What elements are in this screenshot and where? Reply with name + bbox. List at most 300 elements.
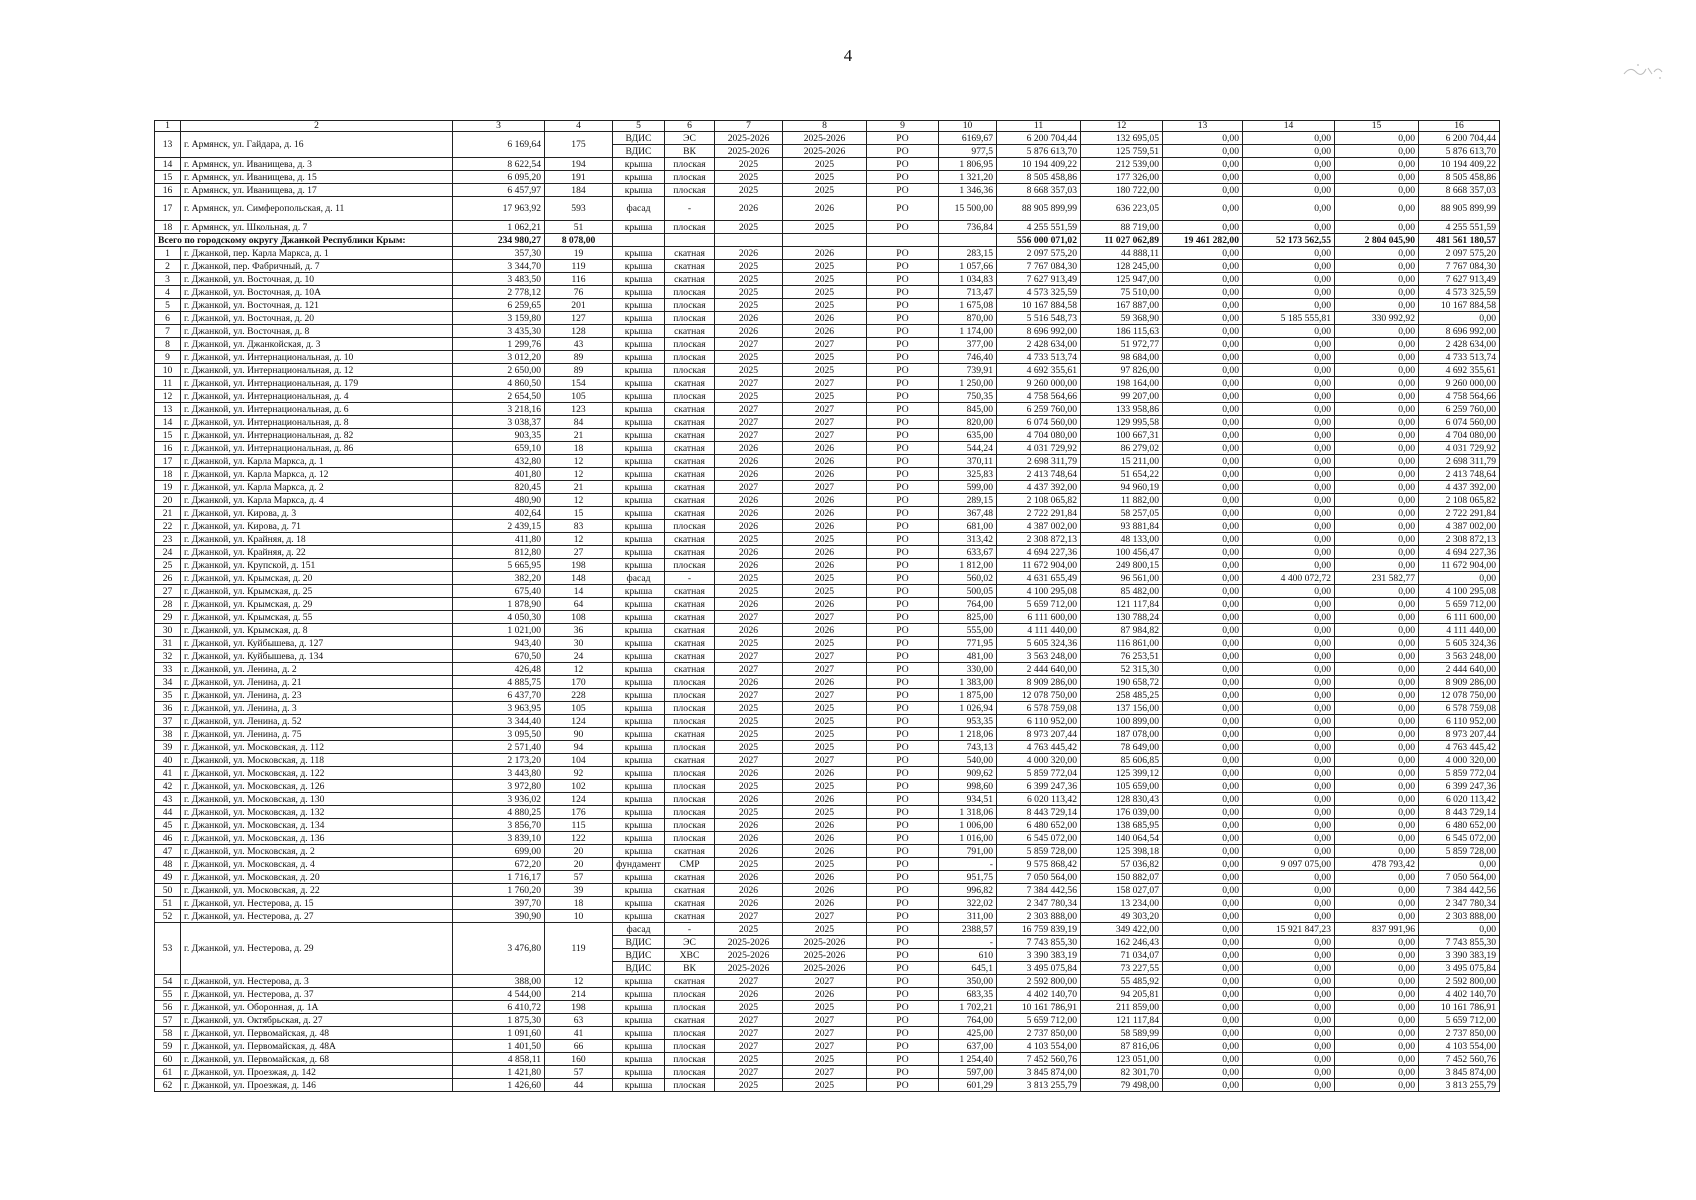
local-budget-cell: 0,00 [1335, 273, 1419, 286]
residents-cell: 115 [545, 819, 613, 832]
address-cell: г. Джанкой, ул. Карла Маркса, д. 4 [181, 494, 453, 507]
element-type-cell: плоская [665, 689, 715, 702]
execution-period-cell: 2025-2026 [783, 145, 867, 158]
element-type-cell: плоская [665, 312, 715, 325]
owner-funds-cell: 7 452 560,76 [1419, 1053, 1500, 1066]
residents-cell: 19 [545, 247, 613, 260]
total-cost-cell: 6 259 760,00 [997, 403, 1081, 416]
work-type-cell: крыша [613, 520, 665, 533]
total-label: Всего по городскому округу Джанкой Республики Крым: [155, 234, 453, 247]
work-type-cell: крыша [613, 299, 665, 312]
fund-budget-cell: 0,00 [1163, 962, 1243, 975]
area-cell: 764,00 [939, 598, 997, 611]
total-area-cell: 903,35 [453, 429, 545, 442]
residents-cell: 21 [545, 429, 613, 442]
table-row [155, 897, 1500, 910]
execution-period-cell: 2026 [783, 871, 867, 884]
owner-funds-cell: 5 605 324,36 [1419, 637, 1500, 650]
plan-period-cell: 2026 [715, 507, 783, 520]
customer-cell: РО [867, 494, 939, 507]
area-cell: 2388,57 [939, 923, 997, 936]
row-number: 29 [155, 611, 181, 624]
total-cost-cell: 6 074 560,00 [997, 416, 1081, 429]
element-type-cell: скатная [665, 637, 715, 650]
design-cost-cell: 167 887,00 [1081, 299, 1163, 312]
row-number: 30 [155, 624, 181, 637]
element-type-cell: скатная [665, 897, 715, 910]
customer-cell: РО [867, 184, 939, 197]
total-area-cell: 480,90 [453, 494, 545, 507]
element-type-cell: скатная [665, 975, 715, 988]
row-number: 2 [155, 260, 181, 273]
element-type-cell: скатная [665, 494, 715, 507]
fund-budget-cell: 0,00 [1163, 338, 1243, 351]
total-area-cell: 1 062,21 [453, 221, 545, 234]
row-number: 13 [155, 403, 181, 416]
republic-budget-cell: 0,00 [1243, 377, 1335, 390]
row-number: 4 [155, 286, 181, 299]
address-cell: г. Джанкой, ул. Московская, д. 22 [181, 884, 453, 897]
column-number: 5 [613, 121, 665, 132]
element-type-cell: скатная [665, 260, 715, 273]
row-number: 62 [155, 1079, 181, 1092]
work-type-cell: крыша [613, 171, 665, 184]
owner-funds-cell: 4 000 320,00 [1419, 754, 1500, 767]
republic-budget-cell: 0,00 [1243, 455, 1335, 468]
element-type-cell: плоская [665, 988, 715, 1001]
work-type-cell: крыша [613, 260, 665, 273]
fund-budget-cell: 0,00 [1163, 1053, 1243, 1066]
execution-period-cell: 2025 [783, 299, 867, 312]
customer-cell: РО [867, 754, 939, 767]
total-area-cell: 3 839,10 [453, 832, 545, 845]
residents-cell: 63 [545, 1014, 613, 1027]
residents-cell: 175 [545, 132, 613, 158]
element-type-cell: плоская [665, 171, 715, 184]
work-type-cell: крыша [613, 767, 665, 780]
local-budget-cell: 0,00 [1335, 624, 1419, 637]
residents-cell: 148 [545, 572, 613, 585]
residents-cell: 12 [545, 975, 613, 988]
work-type-cell: крыша [613, 741, 665, 754]
local-budget-cell: 0,00 [1335, 1053, 1419, 1066]
owner-funds-cell: 8 505 458,86 [1419, 171, 1500, 184]
total-cost-cell: 6 399 247,36 [997, 780, 1081, 793]
total-cost-cell: 4 103 554,00 [997, 1040, 1081, 1053]
total-cost-cell: 4 100 295,08 [997, 585, 1081, 598]
plan-period-cell: 2025 [715, 572, 783, 585]
element-type-cell: плоская [665, 299, 715, 312]
design-cost-cell: 100 667,31 [1081, 429, 1163, 442]
execution-period-cell: 2025 [783, 637, 867, 650]
fund-budget-cell: 0,00 [1163, 494, 1243, 507]
fund-budget-cell: 0,00 [1163, 1079, 1243, 1092]
plan-period-cell: 2027 [715, 975, 783, 988]
republic-budget-cell: 0,00 [1243, 1079, 1335, 1092]
design-cost-cell: 125 399,12 [1081, 767, 1163, 780]
element-type-cell: - [665, 923, 715, 936]
work-type-cell: крыша [613, 793, 665, 806]
element-type-cell: - [665, 197, 715, 221]
area-cell: 597,00 [939, 1066, 997, 1079]
area-cell: 1 318,06 [939, 806, 997, 819]
work-type-cell: крыша [613, 585, 665, 598]
owner-funds-cell: 11 672 904,00 [1419, 559, 1500, 572]
residents-cell: 57 [545, 871, 613, 884]
local-budget-cell: 0,00 [1335, 962, 1419, 975]
work-type-cell: крыша [613, 416, 665, 429]
customer-cell: РО [867, 949, 939, 962]
row-number: 22 [155, 520, 181, 533]
owner-funds-cell: 2 592 800,00 [1419, 975, 1500, 988]
total-area-cell: 6 259,65 [453, 299, 545, 312]
customer-cell: РО [867, 364, 939, 377]
fund-budget-cell: 0,00 [1163, 858, 1243, 871]
plan-period-cell: 2027 [715, 663, 783, 676]
execution-period-cell: 2027 [783, 481, 867, 494]
design-cost-cell: 180 722,00 [1081, 184, 1163, 197]
work-type-cell: крыша [613, 988, 665, 1001]
residents-cell: 104 [545, 754, 613, 767]
area-cell: 998,60 [939, 780, 997, 793]
row-number: 60 [155, 1053, 181, 1066]
plan-period-cell: 2025 [715, 1079, 783, 1092]
design-cost-cell: 51 972,77 [1081, 338, 1163, 351]
design-cost-cell: 190 658,72 [1081, 676, 1163, 689]
customer-cell: РО [867, 741, 939, 754]
work-type-cell: крыша [613, 533, 665, 546]
owner-funds-cell: 6 259 760,00 [1419, 403, 1500, 416]
residents-cell: 214 [545, 988, 613, 1001]
fund-budget-cell: 0,00 [1163, 845, 1243, 858]
total-cost-cell: 5 876 613,70 [997, 145, 1081, 158]
element-type-cell: скатная [665, 377, 715, 390]
total-cost-cell: 8 909 286,00 [997, 676, 1081, 689]
element-type-cell: плоская [665, 559, 715, 572]
design-cost-cell: 11 882,00 [1081, 494, 1163, 507]
table-row [155, 520, 1500, 533]
total-cost-cell: 11 672 904,00 [997, 559, 1081, 572]
element-type-cell: плоская [665, 793, 715, 806]
area-cell: 825,00 [939, 611, 997, 624]
fund-budget-cell: 0,00 [1163, 741, 1243, 754]
work-type-cell: крыша [613, 286, 665, 299]
design-cost-cell: 48 133,00 [1081, 533, 1163, 546]
area-cell: 1 875,00 [939, 689, 997, 702]
total-area-cell: 2 571,40 [453, 741, 545, 754]
local-budget-cell: 0,00 [1335, 416, 1419, 429]
element-type-cell: плоская [665, 221, 715, 234]
column-number: 2 [181, 121, 453, 132]
plan-period-cell: 2025 [715, 741, 783, 754]
owner-funds-cell: 2 097 575,20 [1419, 247, 1500, 260]
row-number: 5 [155, 299, 181, 312]
local-budget-cell: 0,00 [1335, 455, 1419, 468]
area-cell: 909,62 [939, 767, 997, 780]
address-cell: г. Джанкой, ул. Московская, д. 126 [181, 780, 453, 793]
execution-period-cell: 2025 [783, 533, 867, 546]
republic-budget-cell: 0,00 [1243, 1053, 1335, 1066]
element-type-cell: плоская [665, 184, 715, 197]
address-cell: г. Джанкой, ул. Московская, д. 130 [181, 793, 453, 806]
area-cell: 750,35 [939, 390, 997, 403]
row-number: 13 [155, 132, 181, 158]
local-budget-cell: 0,00 [1335, 676, 1419, 689]
republic-budget-cell: 0,00 [1243, 468, 1335, 481]
local-budget-cell: 0,00 [1335, 767, 1419, 780]
design-cost-cell: 87 984,82 [1081, 624, 1163, 637]
fund-budget-cell: 0,00 [1163, 533, 1243, 546]
area-cell: 845,00 [939, 403, 997, 416]
local-budget-cell: 0,00 [1335, 728, 1419, 741]
work-type-cell: крыша [613, 910, 665, 923]
local-budget-cell: 0,00 [1335, 221, 1419, 234]
plan-period-cell [715, 234, 783, 247]
plan-period-cell: 2027 [715, 429, 783, 442]
republic-budget-cell: 0,00 [1243, 650, 1335, 663]
fund-budget-cell: 0,00 [1163, 559, 1243, 572]
row-number: 59 [155, 1040, 181, 1053]
customer-cell: РО [867, 1040, 939, 1053]
fund-budget-cell: 0,00 [1163, 585, 1243, 598]
plan-period-cell: 2025 [715, 715, 783, 728]
local-budget-cell: 0,00 [1335, 611, 1419, 624]
fund-budget-cell: 0,00 [1163, 468, 1243, 481]
total-cost-cell: 4 763 445,42 [997, 741, 1081, 754]
row-number: 41 [155, 767, 181, 780]
area-cell: 1 321,20 [939, 171, 997, 184]
republic-budget-cell: 0,00 [1243, 145, 1335, 158]
design-cost-cell: 133 958,86 [1081, 403, 1163, 416]
element-type-cell: скатная [665, 1014, 715, 1027]
address-cell: г. Джанкой, ул. Интернациональная, д. 12 [181, 364, 453, 377]
address-cell: г. Джанкой, ул. Московская, д. 20 [181, 871, 453, 884]
fund-budget-cell: 0,00 [1163, 897, 1243, 910]
design-cost-cell: 49 303,20 [1081, 910, 1163, 923]
element-type-cell: скатная [665, 845, 715, 858]
execution-period-cell: 2025-2026 [783, 936, 867, 949]
total-area-cell: 1 760,20 [453, 884, 545, 897]
execution-period-cell: 2026 [783, 455, 867, 468]
residents-cell: 228 [545, 689, 613, 702]
row-number: 11 [155, 377, 181, 390]
work-type-cell: крыша [613, 1066, 665, 1079]
execution-period-cell: 2025 [783, 572, 867, 585]
element-type-cell: плоская [665, 158, 715, 171]
plan-period-cell: 2026 [715, 494, 783, 507]
local-budget-cell: 0,00 [1335, 247, 1419, 260]
element-type-cell: ЭС [665, 132, 715, 145]
residents-cell: 8 078,00 [545, 234, 613, 247]
row-number: 32 [155, 650, 181, 663]
fund-budget-cell: 0,00 [1163, 364, 1243, 377]
row-number: 12 [155, 390, 181, 403]
design-cost-cell: 158 027,07 [1081, 884, 1163, 897]
element-type-cell: плоская [665, 806, 715, 819]
address-cell: г. Джанкой, ул. Интернациональная, д. 8 [181, 416, 453, 429]
residents-cell: 89 [545, 351, 613, 364]
local-budget-cell: 0,00 [1335, 832, 1419, 845]
customer-cell: РО [867, 546, 939, 559]
owner-funds-cell: 7 384 442,56 [1419, 884, 1500, 897]
element-type-cell: плоская [665, 286, 715, 299]
total-cost-cell: 2 347 780,34 [997, 897, 1081, 910]
plan-period-cell: 2027 [715, 481, 783, 494]
fund-budget-cell: 0,00 [1163, 975, 1243, 988]
execution-period-cell: 2025 [783, 858, 867, 871]
table-row [155, 390, 1500, 403]
element-type-cell: скатная [665, 403, 715, 416]
residents-cell: 20 [545, 845, 613, 858]
element-type-cell: скатная [665, 429, 715, 442]
address-cell: г. Джанкой, ул. Куйбышева, д. 134 [181, 650, 453, 663]
plan-period-cell: 2027 [715, 1027, 783, 1040]
execution-period-cell: 2027 [783, 650, 867, 663]
local-budget-cell: 0,00 [1335, 715, 1419, 728]
total-area-cell: 943,40 [453, 637, 545, 650]
design-cost-cell: 258 485,25 [1081, 689, 1163, 702]
execution-period-cell: 2026 [783, 197, 867, 221]
column-number: 12 [1081, 121, 1163, 132]
customer-cell: РО [867, 377, 939, 390]
owner-funds-cell: 5 859 772,04 [1419, 767, 1500, 780]
owner-funds-cell: 5 859 728,00 [1419, 845, 1500, 858]
execution-period-cell: 2026 [783, 624, 867, 637]
work-type-cell: крыша [613, 403, 665, 416]
element-type-cell: плоская [665, 520, 715, 533]
work-type-cell: крыша [613, 975, 665, 988]
area-cell: 283,15 [939, 247, 997, 260]
row-number: 25 [155, 559, 181, 572]
republic-budget-cell: 15 921 847,23 [1243, 923, 1335, 936]
address-cell: г. Джанкой, ул. Московская, д. 4 [181, 858, 453, 871]
row-number: 57 [155, 1014, 181, 1027]
address-cell: г. Джанкой, ул. Первомайская, д. 48А [181, 1040, 453, 1053]
plan-period-cell: 2025 [715, 806, 783, 819]
local-budget-cell: 0,00 [1335, 780, 1419, 793]
total-cost-cell: 7 384 442,56 [997, 884, 1081, 897]
total-area-cell: 812,80 [453, 546, 545, 559]
design-cost-cell: 198 164,00 [1081, 377, 1163, 390]
customer-cell: РО [867, 962, 939, 975]
owner-funds-cell: 7 767 084,30 [1419, 260, 1500, 273]
work-type-cell: крыша [613, 494, 665, 507]
work-type-cell: крыша [613, 546, 665, 559]
row-number: 46 [155, 832, 181, 845]
total-cost-cell: 9 260 000,00 [997, 377, 1081, 390]
residents-cell: 122 [545, 832, 613, 845]
execution-period-cell: 2025 [783, 806, 867, 819]
design-cost-cell: 137 156,00 [1081, 702, 1163, 715]
plan-period-cell: 2025 [715, 1053, 783, 1066]
table-row [155, 533, 1500, 546]
work-type-cell: ВДИС [613, 132, 665, 145]
table-row [155, 975, 1500, 988]
republic-budget-cell: 0,00 [1243, 559, 1335, 572]
execution-period-cell: 2026 [783, 793, 867, 806]
plan-period-cell: 2025 [715, 286, 783, 299]
total-area-cell: 3 483,50 [453, 273, 545, 286]
plan-period-cell: 2026 [715, 988, 783, 1001]
plan-period-cell: 2025 [715, 923, 783, 936]
address-cell: г. Джанкой, ул. Интернациональная, д. 82 [181, 429, 453, 442]
work-type-cell: крыша [613, 312, 665, 325]
design-cost-cell: 71 034,07 [1081, 949, 1163, 962]
area-cell: 555,00 [939, 624, 997, 637]
total-area-cell: 2 439,15 [453, 520, 545, 533]
owner-funds-cell: 0,00 [1419, 312, 1500, 325]
plan-period-cell: 2025-2026 [715, 949, 783, 962]
residents-cell: 593 [545, 197, 613, 221]
owner-funds-cell: 0,00 [1419, 572, 1500, 585]
total-cost-cell: 3 563 248,00 [997, 650, 1081, 663]
total-cost-cell: 7 627 913,49 [997, 273, 1081, 286]
republic-budget-cell: 0,00 [1243, 221, 1335, 234]
plan-period-cell: 2025 [715, 273, 783, 286]
total-area-cell: 6 169,64 [453, 132, 545, 158]
area-cell: 977,5 [939, 145, 997, 158]
row-number: 39 [155, 741, 181, 754]
execution-period-cell [783, 234, 867, 247]
address-cell: г. Джанкой, ул. Проезжая, д. 146 [181, 1079, 453, 1092]
local-budget-cell: 0,00 [1335, 689, 1419, 702]
customer-cell: РО [867, 338, 939, 351]
total-area-cell: 401,80 [453, 468, 545, 481]
work-type-cell: крыша [613, 221, 665, 234]
residents-cell: 66 [545, 1040, 613, 1053]
total-cost-cell: 8 443 729,14 [997, 806, 1081, 819]
fund-budget-cell: 0,00 [1163, 1001, 1243, 1014]
fund-budget-cell: 0,00 [1163, 520, 1243, 533]
work-type-cell: фасад [613, 923, 665, 936]
owner-funds-cell: 6 545 072,00 [1419, 832, 1500, 845]
address-cell: г. Джанкой, ул. Проезжая, д. 142 [181, 1066, 453, 1079]
total-cost-cell: 10 194 409,22 [997, 158, 1081, 171]
total-cost-cell: 6 480 652,00 [997, 819, 1081, 832]
area-cell: 1 254,40 [939, 1053, 997, 1066]
republic-budget-cell: 0,00 [1243, 793, 1335, 806]
local-budget-cell: 2 804 045,90 [1335, 234, 1419, 247]
design-cost-cell: 130 788,24 [1081, 611, 1163, 624]
residents-cell: 198 [545, 1001, 613, 1014]
element-type-cell: плоская [665, 1001, 715, 1014]
execution-period-cell: 2026 [783, 507, 867, 520]
residents-cell: 89 [545, 364, 613, 377]
total-area-cell: 6 457,97 [453, 184, 545, 197]
fund-budget-cell: 0,00 [1163, 793, 1243, 806]
fund-budget-cell: 0,00 [1163, 767, 1243, 780]
execution-period-cell: 2027 [783, 416, 867, 429]
plan-period-cell: 2025 [715, 351, 783, 364]
execution-period-cell: 2025 [783, 184, 867, 197]
design-cost-cell: 249 800,15 [1081, 559, 1163, 572]
owner-funds-cell: 5 659 712,00 [1419, 1014, 1500, 1027]
local-budget-cell: 0,00 [1335, 403, 1419, 416]
residents-cell: 84 [545, 416, 613, 429]
total-area-cell: 5 665,95 [453, 559, 545, 572]
republic-budget-cell: 0,00 [1243, 1001, 1335, 1014]
row-number: 37 [155, 715, 181, 728]
element-type-cell: плоская [665, 715, 715, 728]
design-cost-cell: 116 861,00 [1081, 637, 1163, 650]
plan-period-cell: 2026 [715, 897, 783, 910]
customer-cell: РО [867, 351, 939, 364]
table-row [155, 364, 1500, 377]
address-cell: г. Джанкой, ул. Интернациональная, д. 86 [181, 442, 453, 455]
plan-period-cell: 2027 [715, 338, 783, 351]
customer-cell: РО [867, 858, 939, 871]
republic-budget-cell: 0,00 [1243, 364, 1335, 377]
